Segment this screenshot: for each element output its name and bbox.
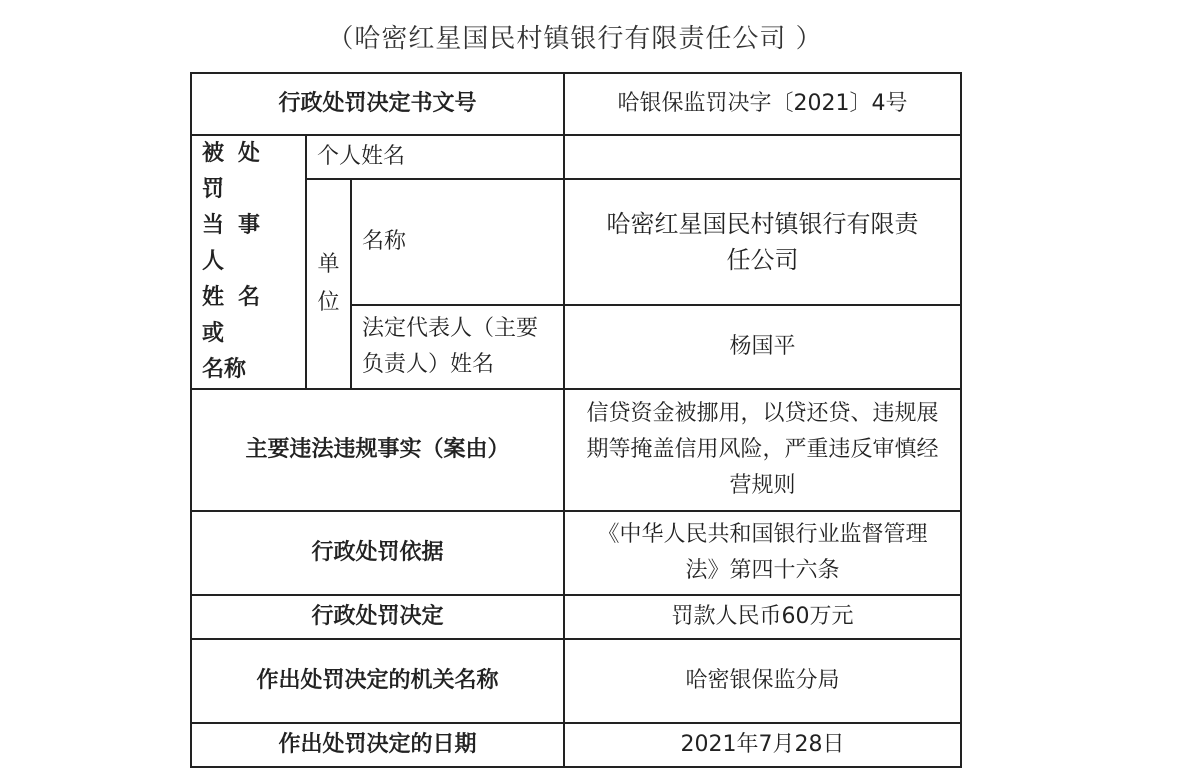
row-authority	[191, 639, 961, 723]
party-group-line-1: 被处罚	[202, 141, 275, 202]
row-decision	[191, 595, 961, 639]
unit-label	[306, 179, 351, 389]
unit-name-label: 名称	[351, 179, 564, 305]
personal-name-label: 个人姓名	[306, 135, 564, 179]
doc-number-label: 行政处罚决定书文号	[191, 73, 564, 135]
date-label: 作出处罚决定的日期	[191, 723, 564, 767]
row-personal-name	[191, 135, 961, 179]
row-date	[191, 723, 961, 767]
facts-label: 主要违法违规事实（案由）	[191, 389, 564, 511]
penalty-table	[190, 72, 962, 768]
row-basis	[191, 511, 961, 595]
date-value: 2021年7月28日	[564, 723, 961, 767]
party-group-line-2: 当事人	[202, 213, 275, 274]
personal-name-value	[564, 135, 961, 179]
authority-value: 哈密银保监分局	[564, 639, 961, 723]
party-group-line-4: 名称	[202, 357, 247, 382]
representative-value: 杨国平	[564, 305, 961, 389]
authority-label: 作出处罚决定的机关名称	[191, 639, 564, 723]
row-unit-name	[191, 179, 961, 305]
row-facts	[191, 389, 961, 511]
basis-value: 《中华人民共和国银行业监督管理法》第四十六条	[564, 511, 961, 595]
doc-number-value: 哈银保监罚决字〔2021〕4号	[564, 73, 961, 135]
unit-name-value: 哈密红星国民村镇银行有限责任公司	[564, 179, 961, 305]
page-title: （哈密红星国民村镇银行有限责任公司 ）	[327, 24, 823, 54]
party-group-label	[191, 135, 306, 389]
unit-label-text: 单位	[317, 252, 340, 315]
decision-label: 行政处罚决定	[191, 595, 564, 639]
row-doc-number	[191, 73, 961, 135]
facts-value: 信贷资金被挪用，以贷还贷、违规展期等掩盖信用风险，严重违反审慎经营规则	[564, 389, 961, 511]
basis-label: 行政处罚依据	[191, 511, 564, 595]
party-group-line-3: 姓名或	[202, 285, 275, 346]
decision-value: 罚款人民币60万元	[564, 595, 961, 639]
representative-label: 法定代表人（主要负责人）姓名	[351, 305, 564, 389]
